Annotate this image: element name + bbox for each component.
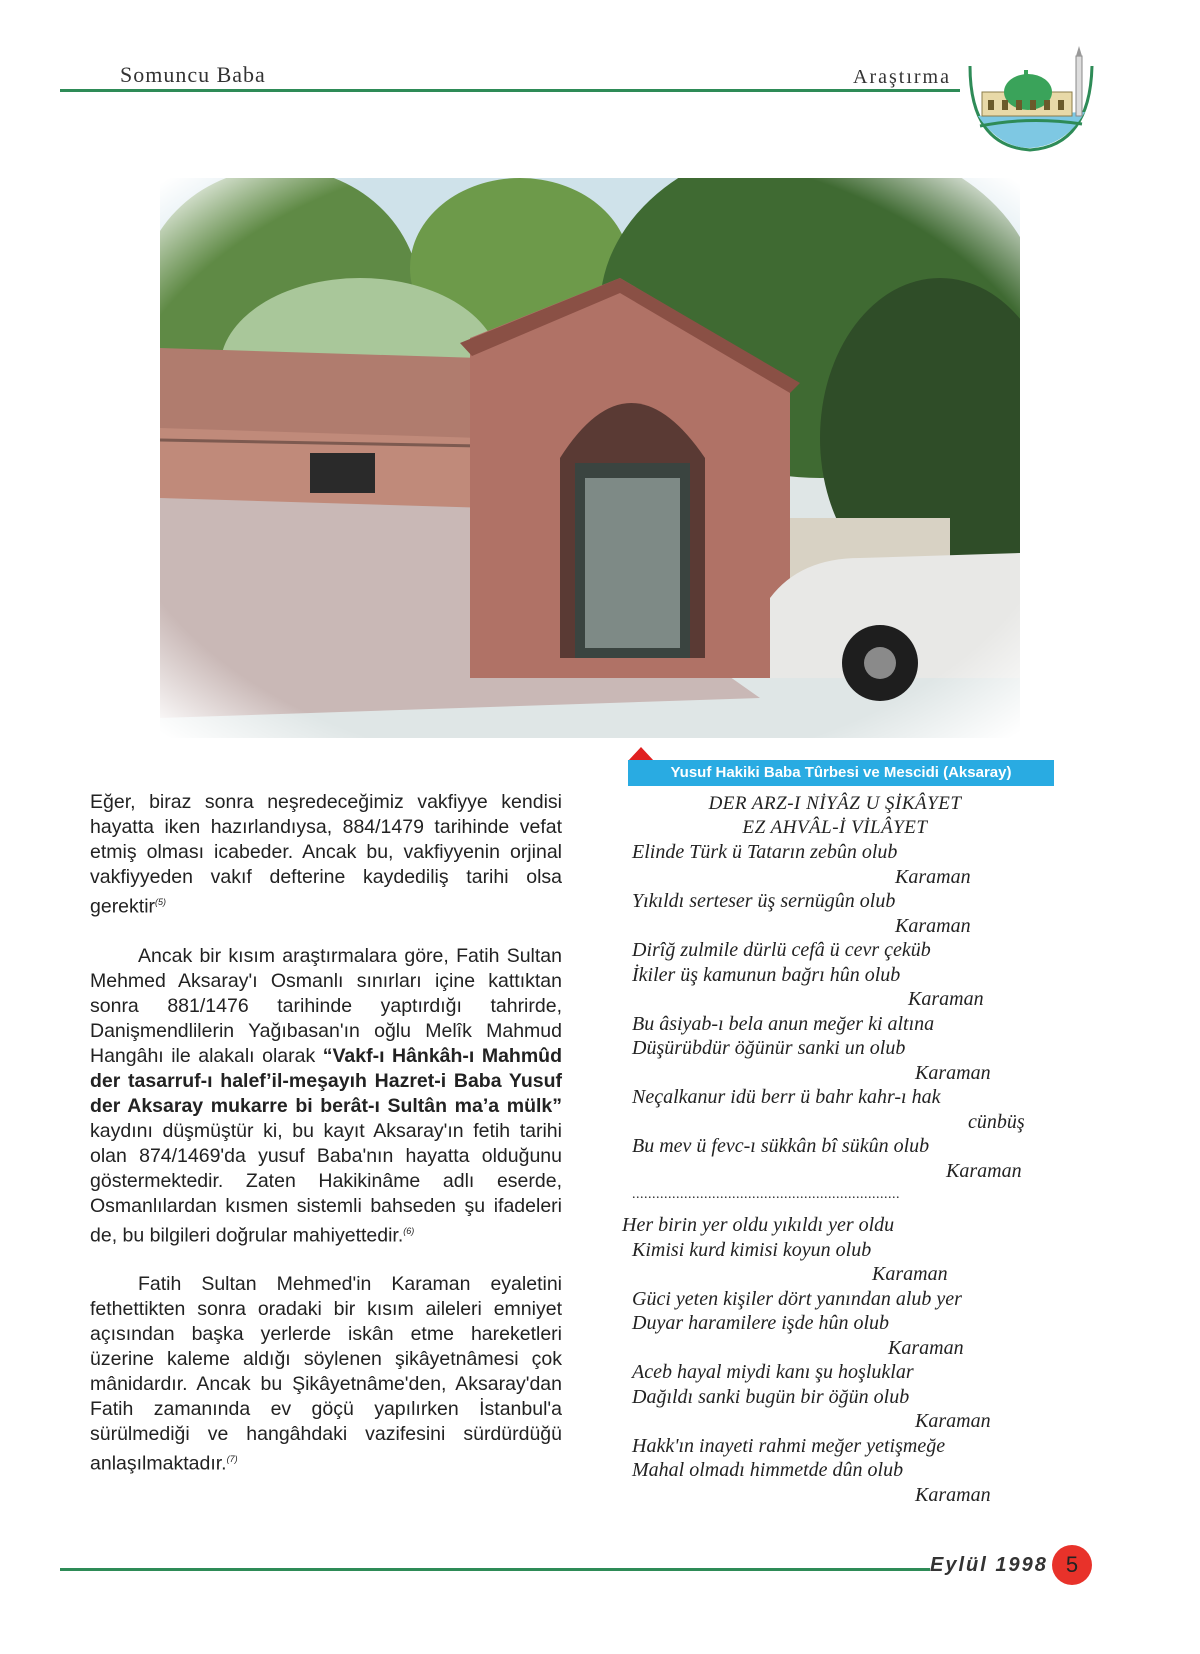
poem-refrain: Karaman [908, 988, 984, 1010]
caption-marker-icon [628, 747, 654, 761]
poem-line: Duyar haramilere işde hûn olub [632, 1312, 890, 1334]
poem-refrain: Karaman [915, 1061, 991, 1084]
poem-line: Elinde Türk ü Tatarın zebûn olub [632, 841, 898, 863]
poem-line: Düşürübdür öğünür sanki un olub [632, 1037, 906, 1059]
paragraph-2: Ancak bir kısım araştırmalara göre, Fatih Sultan Mehmed Aksaray'ı Osmanlı sınırları içine kattıktan sonra 881/1476 tarihinde yaptırdığı tahrirde, Danişmendlilerin Yağıbasan'ın oğlu Melîk Mahmud Hangâhı ile alakalı olarak “Vakf-ı Hânkâh-ı Mahmûd der tasarruf-ı halef’il-meşayıh Hazret-i Baba Yusuf der Aksaray mukarre bi berât-ı Sultân ma’a mülk” kaydını düşmüştür ki, bu kayıt Aksaray'ın fetih tarihi olan 874/1469'da yusuf Baba'nın hayatta olduğunu göstermektedir. Zaten Hakikinâme adlı eserde, Osmanlılardan kısmen sistemli bahseden şu ifadeleri de, bu bilgileri doğrular mahiyettedir.$^{(6)}$ [90, 944, 563, 1246]
page-number: 5 [1052, 1545, 1092, 1585]
poem-title-line-2: EZ AHVÂL-İ VİLÂYET [742, 817, 928, 838]
header-divider [60, 89, 960, 92]
poem-line: Bu âsiyab-ı bela anun meğer ki altına [632, 1012, 935, 1035]
poem-block [622, 792, 1040, 1507]
mosque-logo-icon [960, 46, 1100, 166]
poem-line: cünbüş [968, 1110, 1025, 1133]
paragraph-1: Eğer, biraz sonra neşredeceğimiz vakfiyye kendisi hayatta iken hazırlandıysa, 884/1479 tarihinde vefat etmiş olması icabeder. Ancak bu, vakfiyyenin orjinal vakfiyyeden vakıf defterine kaydediliş tarihi olsa gerektir$^{(5)}$ [90, 791, 562, 918]
poem-line: Mahal olmadı himmetde dûn olub [632, 1459, 904, 1481]
issue-date: Eylül 1998 [930, 1554, 1048, 1576]
poem-line: Her birin yer oldu yıkıldı yer oldu [622, 1214, 895, 1236]
poem-line: Aceb hayal miydi kanı şu hoşluklar [632, 1361, 914, 1383]
photo-caption: Yusuf Hakiki Baba Tûrbesi ve Mescidi (Aksaray) [628, 760, 1054, 786]
poem-line: Güci yeten kişiler dört yanından alub yer [632, 1287, 962, 1310]
poem-line: Hakk'ın inayeti rahmi meğer yetişmeğe [632, 1434, 946, 1457]
poem-line: İkiler üş kamunun bağrı hûn olub [632, 963, 901, 986]
poem-ellipsis: ................................................................... [632, 1187, 900, 1202]
poem-line: Bu mev ü fevc-ı sükkân bî sükûn olub [632, 1135, 930, 1157]
tomb-photo [160, 178, 1020, 738]
poem-refrain: Karaman [915, 1410, 991, 1432]
poem-line: Kimisi kurd kimisi koyun olub [632, 1238, 872, 1261]
poem-refrain: Karaman [895, 865, 971, 888]
poem-title-line-1: DER ARZ-I NİYÂZ U ŞİKÂYET [708, 793, 962, 814]
poem-refrain: Karaman [915, 1483, 991, 1506]
poem-line: Yıkıldı serteser üş sernügûn olub [632, 890, 896, 912]
paragraph-3: Fatih Sultan Mehmed'in Karaman eyaletini fethettikten sonra oradaki bir kısım aileleri emniyet açısından başka yerlerde iskân etme hareketleri üzerine kaleme aldığı söylenen şikâyetnâmesi çok mânidardır. Ancak bu Şikâyetnâme'den, Aksaray'dan Fatih zamanında ev göçü yapılırken İstanbul'a sürülmediği ve hangâhdaki vazifesini sürdürdüğü anlaşılmaktadır.$^{(7)}$ [90, 1273, 562, 1475]
poem-refrain: Karaman [888, 1336, 964, 1359]
poem-refrain: Karaman [872, 1263, 948, 1285]
magazine-title: Somuncu Baba [120, 62, 266, 87]
article-body [90, 790, 562, 1501]
poem-line: Dağıldı sanki bugün bir öğün olub [632, 1385, 910, 1408]
poem-refrain: Karaman [946, 1159, 1022, 1182]
poem-refrain: Karaman [895, 914, 971, 937]
footer-divider [60, 1568, 930, 1571]
poem-line: Neçalkanur idü berr ü bahr kahr-ı hak [632, 1086, 941, 1108]
section-title: Araştırma [853, 66, 951, 88]
poem-line: Dirîğ zulmile dürlü cefâ ü cevr çeküb [632, 939, 931, 961]
